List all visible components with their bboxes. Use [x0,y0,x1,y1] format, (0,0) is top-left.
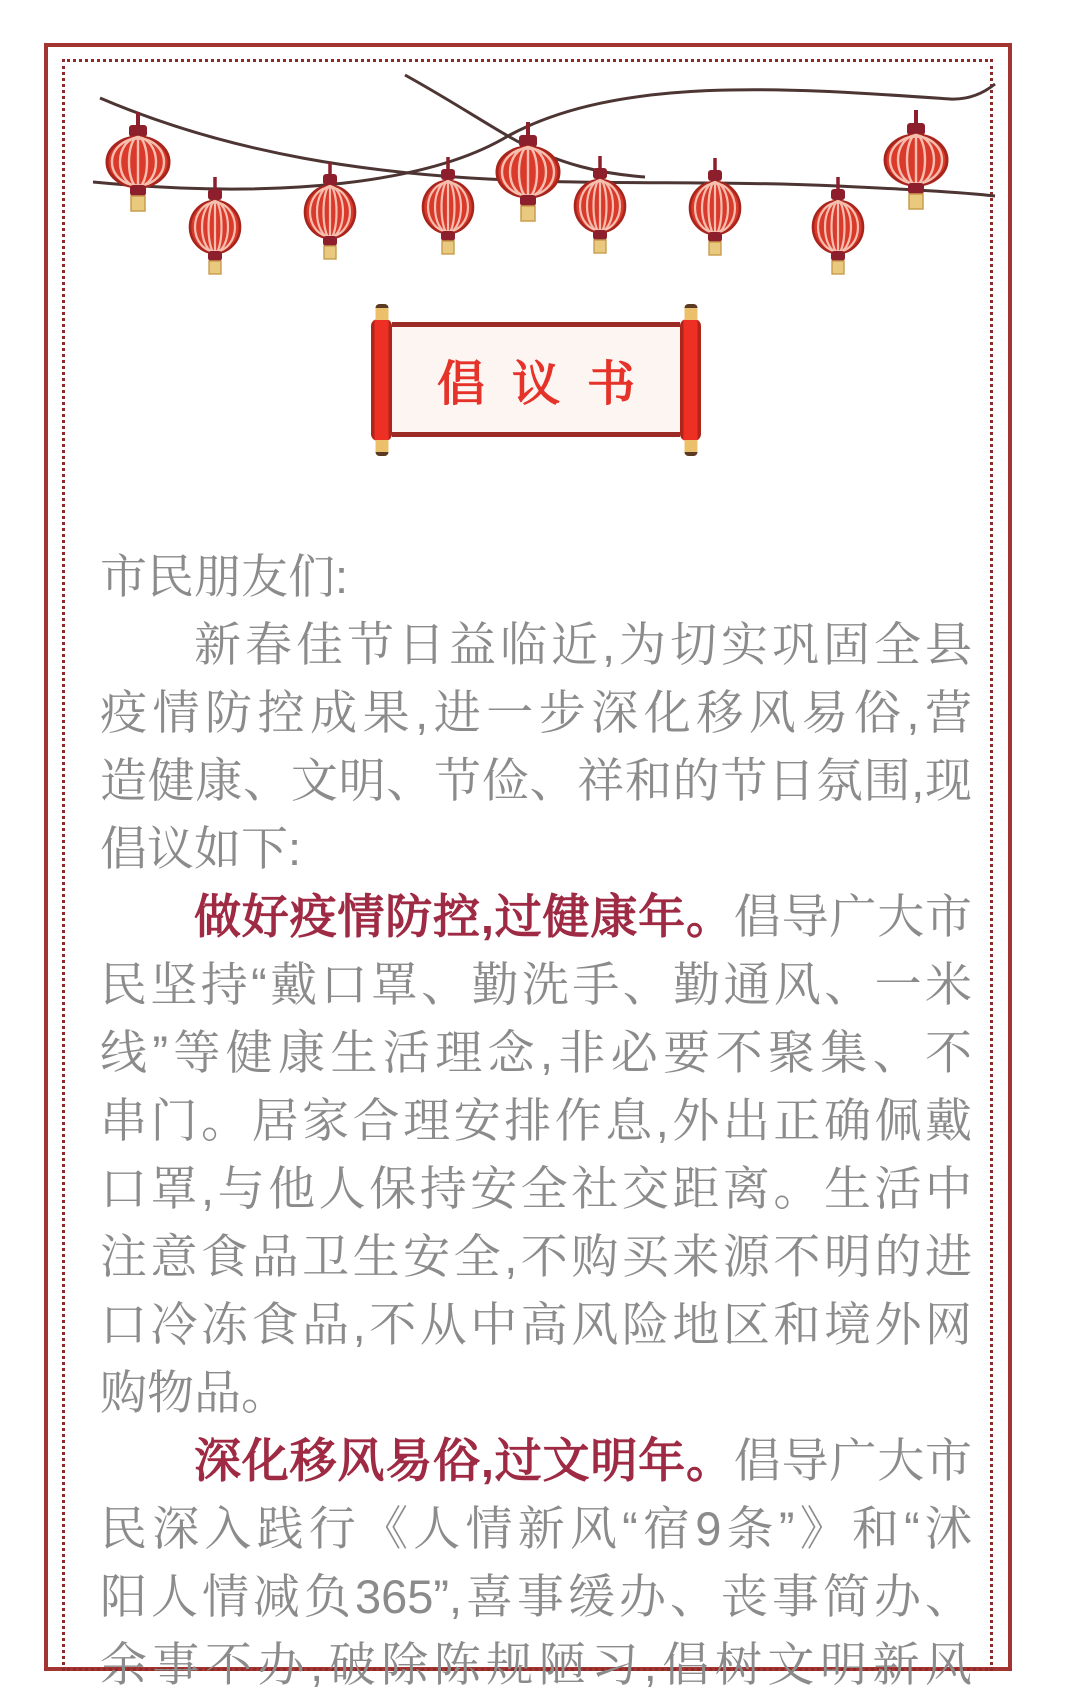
letter-text: 市民朋友们: [100,550,349,603]
letter-text: 口罩,与他人保持安全社交距离。生活中 [100,1162,972,1215]
letter-line [100,951,972,1019]
red-lantern-icon [575,156,625,253]
scroll-knob [375,304,388,320]
letter-text: 串门。居家合理安排作息,外出正确佩戴 [100,1094,972,1147]
letter-line [100,1427,972,1495]
letter-text: 民深入践行《人情新风“宿9条”》和“沭 [100,1502,972,1555]
letter-text: 新春佳节日益临近,为切实巩固全县 [194,618,972,671]
letter-line [100,1495,972,1563]
scroll-roller-left [371,319,392,441]
letter-line [100,883,972,951]
red-lantern-icon [813,177,863,274]
letter-line [100,1291,972,1359]
title-scroll-banner [371,302,701,458]
letter-text: 购物品。 [100,1366,288,1419]
page-title: 倡议书 [436,358,662,411]
letter-line [100,679,972,747]
letter-line [100,1019,972,1087]
red-lantern-icon [423,157,473,254]
letter-line [100,815,972,883]
letter-line [100,1631,972,1699]
letter-lines [100,543,972,1691]
scroll-roller-right [680,319,701,441]
letter-text: 疫情防控成果,进一步深化移风易俗,营 [100,686,972,739]
letter-line [100,747,972,815]
letter-text: 线”等健康生活理念,非必要不聚集、不 [100,1026,972,1079]
red-lantern-icon [190,177,240,274]
scroll-panel [392,322,680,437]
red-lantern-icon [305,162,355,259]
letter-line [100,1155,972,1223]
letter-text: 余事不办,破除陈规陋习,倡树文明新风 [100,1638,972,1691]
letter-text: 口冷冻食品,不从中高风险地区和境外网 [100,1298,972,1351]
red-lantern-icon [107,112,169,211]
red-lantern-icon [690,158,740,255]
red-lantern-icon [885,110,947,209]
letter-line [100,1563,972,1631]
letter-line [100,1087,972,1155]
letter-line [100,611,972,679]
letter-text: 注意食品卫生安全,不购买来源不明的进 [100,1230,972,1283]
scroll-knob [375,440,388,456]
letter-line [100,1359,972,1427]
letter-text: 倡导广大市 [733,890,972,943]
letter-line [100,543,972,611]
letter-text: 倡议如下: [100,822,302,875]
letter-text: 阳人情减负365”,喜事缓办、丧事简办、 [100,1570,972,1623]
paragraph-lead: 深化移风易俗,过文明年。 [194,1434,734,1487]
lantern-garland [0,0,1080,320]
scroll-knob [684,440,697,456]
letter-line [100,1223,972,1291]
letter-text: 造健康、文明、节俭、祥和的节日氛围,现 [100,754,972,807]
paragraph-lead: 做好疫情防控,过健康年。 [194,890,734,943]
letter-text: 民坚持“戴口罩、勤洗手、勤通风、一米 [100,958,972,1011]
scroll-knob [684,304,697,320]
letter-text: 倡导广大市 [733,1434,972,1487]
